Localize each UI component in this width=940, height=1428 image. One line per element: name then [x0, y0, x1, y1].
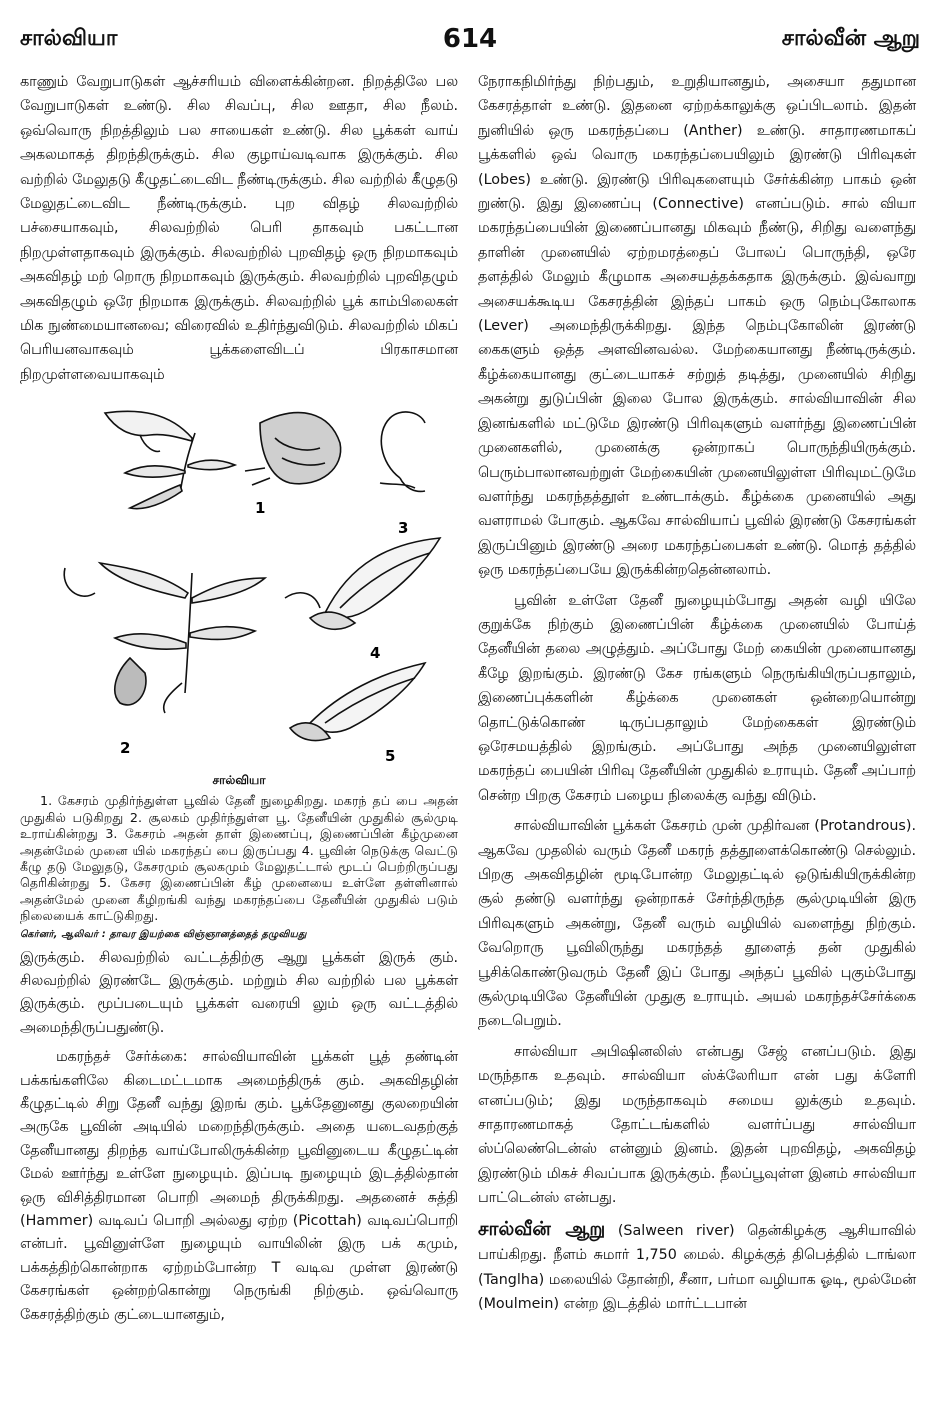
figure-credit: கெர்னர், ஆலிவர் : தாவர இயற்கை விஞ்ஞானத்தைத் தழுவியது	[20, 928, 307, 940]
panel-3-stamen-drawing	[380, 412, 425, 491]
entry-text: (Salween river) தென்கிழக்கு ஆசியாவில் பாய்கிறது. நீளம் சுமார் 1,750 மைல். கிழக்குத் திபெத்தில் டாங்லா (Tanglha) மலையில் தோன்றி, சீனா, பர்மா வழியாக ஓடி, மூல்மேன் (Moulmein) என்ற இடத்தில் மார்ட்டபான்	[478, 1222, 917, 1312]
page-header	[20, 26, 920, 66]
figure-label-2: 2	[120, 739, 131, 758]
stamen-paragraph: நேராகநிமிர்ந்து நிற்பதும், உறுதியானதும், அசையா ததுமான கேசரத்தாள் உண்டு. இதனை ஏற்றக்காலுக்கு ஒப்பிடலாம். இதன் நுனியில் ஒரு மகரந்தப்பை (Anther) உண்டு. சாதாரணமாகப் பூக்களில் ஒவ் வொரு மகரந்தப்பையிலும் இரண்டு பிரிவுகள் (Lobes) உண்டு. இரண்டு பிரிவுகளையும் சேர்க்கின்ற பாகம் ஒன் றுண்டு. இது இணைப்பு (Connective) எனப்படும். சால் வியா மகரந்தப்பையின் இணைப்பானது மிகவும் நீண்டு, சிறிது வளைந்து தாளின் முனையில் ஏற்றமரத்தைப் போலப் பொருந்தி, ஒரே தளத்தில் மேலும் கீழுமாக அசையத்தக்கதாக இருக்கும். இவ்வாறு அசையக்கூடிய கேசரத்தின் இந்தப் பாகம் ஒரு நெம்புகோலாக (Lever) அமைந்திருக்கிறது. இந்த நெம்புகோலின் இரண்டு கைகளும் ஒத்த அளவினவல்ல. மேற்கையானது நீண்டிருக்கும். கீழ்க்கையானது குட்டையாகச் சற்றுத் தடித்து, முனையில் சிறிது அகன்று துடுப்பின் இலை போல இருக்கும். சால்வியாவின் சில இனங்களில் மட்டுமே இரண்டு பிரிவுகளும் வளர்ந்து இணைப்பின் முனைகளில், முனைக்கு ஒன்றாகப் பொருந்தியிருக்கும். பெரும்பாலானவற்றுள் மேற்கையின் முனையிலுள்ள பிரிவுமட்டுமே வளர்ந்து மகரந்தத்தூள் உண்டாக்கும். கீழ்க்கை முனையில் அது வளராமல் போகும். ஆகவே சால்வியாப் பூவில் இரண்டு கேசரங்கள் இருப்பினும் இரண்டு அரை மகரந்தப்பைகள் உண்டு. மொத் தத்தில் ஒரு மகரந்தப்பையே இருக்கின்றதென்னலாம்.	[478, 74, 916, 579]
left-column	[20, 70, 458, 1333]
panel-5-lever-drawing	[290, 663, 425, 741]
species-paragraph: சால்வியா அபிஷினலிஸ் என்பது சேஜ் எனப்படும். இது மருந்தாக உதவும். சால்வியா ஸ்க்லேரியா என் பது க்ளேரி எனப்படும்; இது மருந்தாகவும் சமைய லுக்கும் உதவும். சாதாரணமாகத் தோட்டங்களில் வளர்ப்பது சால்வியா ஸ்ப்லெண்டென்ஸ் என்னும் இனம். இதன் புறவிதழ், அகவிதழ் இரண்டும் மிகச் சிவப்பாக இருக்கும். நீலப்பூவுள்ள இனம் சால்வியா பாட்டென்ஸ் என்பது.	[478, 1043, 916, 1207]
figure-label-5: 5	[385, 747, 396, 766]
figure-caption: 1. கேசரம் முதிர்ந்துள்ள பூவில் தேனீ நுழைகிறது. மகரந் தப் பை அதன் முதுகில் படுகிறது 2. சூலகம் முதிர்ந்துள்ள பூ. தேனீயின் முதுகில் சூல்முடி உராய்கின்றது 3. கேசரம் அதன் தாள் இணைப்பு, இணைப்பின் கீழ்முனை அதன்மேல் முனை யில் மகரந்தப் பை இருப்பது 4. பூவின் நெடுக்கு வெட்டு கீழு தடு மேலுதடு, கேசரமும் சூலகமும் மேலுதட்டால் மூடப் பெற்றிருப்பது தெரிகின்றது 5. கேசர இணைப்பின் கீழ் முனையை உள்ளே தள்ளினால் அதன்மேல் முனை கீழிறங்கி வந்து மகரந்தப்பை தேனீயின் முதுகில் படும் நிலையைக் காட்டுகிறது.	[20, 793, 458, 924]
right-column	[478, 70, 916, 1322]
figure-title: சால்வியா	[212, 773, 266, 788]
panel-2-branch-drawing	[64, 563, 320, 713]
after-figure-paragraph: இருக்கும். சிலவற்றில் வட்டத்திற்கு ஆறு பூக்கள் இருக் கும். சிலவற்றில் இரண்டே இருக்கும். மற்றும் சில வற்றில் பல பூக்கள் இருக்கும். மூப்படையும் பூக்கள் வரையி லும் ஒரு வட்டத்தில் அமைந்திருப்பதுண்டு.	[20, 949, 458, 1036]
salvia-figure	[20, 393, 458, 773]
panel-1-branch-drawing	[105, 412, 341, 509]
figure-label-1: 1	[255, 499, 266, 518]
pollination-paragraph: மகரந்தச் சேர்க்கை: சால்வியாவின் பூக்கள் பூத் தண்டின் பக்கங்களிலே கிடைமட்டமாக அமைந்திருக் கும். அகவிதழின் கீழுதட்டில் சிறு தேனீ வந்து இறங் கும். பூக்தேனுனது குலறையின் அருகே பூவின் அடியில் மறைந்திருக்கும். அதை யடைவதற்குத் தேனீயானது திறந்த வாய்போலிருக்கின்ற பூவினுடைய கீழுதட்டின் மேல் ஊர்ந்து உள்ளே நுழையும். இப்படி நுழையும் இடத்தில்தான் ஒரு விசித்திரமான பொறி அமைந் திருக்கிறது. அதனைச் சுத்தி (Hammer) வடிவப் பொறி அல்லது ஏற்ற (Picottah) வடிவப்பொறி என்பர். பூவினுள்ளே நுழையும் வாயிலின் இரு பக் கமும், பக்கத்திற்கொன்றாக ஏற்றம்போன்ற T வடிவ முள்ள இரண்டு கேசரங்கள் ஒன்றற்கொன்று நெருங்கி நிற்கும். ஒவ்வொரு கேசரத்திற்கும் குட்டையானதும்,	[20, 1049, 458, 1323]
salvia-illustration	[20, 393, 458, 773]
protandrous-paragraph: சால்வியாவின் பூக்கள் கேசரம் முன் முதிர்வன (Protandrous). ஆகவே முதலில் வரும் தேனீ மகரந் தத்தூளைக்கொண்டு செல்லும். பிறகு அகவிதழின் மூடிபோன்ற மேலுதட்டில் ஒடுங்கியிருக்கின்ற சூல் தண்டு வளர்ந்து ஒன்றாகச் சேர்ந்திருந்த சூல்முடியின் இரு பிரிவுகளும் அகன்று, தேனீ வரும் வழியில் வளைந்து நிற்கும். வேறொரு பூவிலிருந்து மகரந்தத் தூளைத் தன் முதுகில் பூசிக்கொண்டுவரும் தேனீ இப் போது அந்தப் பூவில் புகும்போது சூல்முடியிலே தேனீயின் முதுகு உராயும். அயல் மகரந்தச்சேர்க்கை நடைபெறும்.	[478, 818, 916, 1030]
intro-paragraph: காணும் வேறுபாடுகள் ஆச்சரியம் விளைக்கின்றன. நிறத்திலே பல வேறுபாடுகள் உண்டு. சில சிவப்பு, சில ஊதா, சில நீலம். ஒவ்வொரு நிறத்திலும் பல சாயைகள் உண்டு. சில பூக்கள் வாய் அகலமாகத் திறந்திருக்கும். சில குழாய்வடிவாக இருக்கும். சில வற்றில் மேலுதடு கீழுதட்டைவிட நீண்டிருக்கும். சில வற்றில் கீழுதடு மேலுதட்டைவிட நீண்டிருக்கும். புற விதழ் சிலவற்றில் பச்சையாகவும், சிலவற்றில் பெரி தாகவும் பகட்டான நிறமுள்ளதாகவும் இருக்கும். சிலவற்றில் புறவிதழ் ஒரு நிறமாகவும் அகவிதழ் மற் றொரு நிறமாகவும் இருக்கும். சிலவற்றில் புறவிதழும் அகவிதழும் ஒரே நிறமாக இருக்கும். சிலவற்றில் பூக் காம்பிலைகள் மிக நுண்மையானவை; விரைவில் உதிர்ந்துவிடும். சிலவற்றில் மிகப் பெரியனவாகவும் பூக்களைவிடப் பிரகாசமான நிறமுள்ளவையாகவும்	[20, 74, 458, 383]
entry-title: சால்வீன் ஆறு	[478, 1217, 606, 1240]
figure-label-3: 3	[398, 519, 409, 538]
panel-4-section-drawing	[310, 538, 440, 629]
salween-entry	[478, 1217, 916, 1317]
running-head-left: சால்வியா	[20, 26, 118, 51]
bee-mechanism-paragraph: பூவின் உள்ளே தேனீ நுழையும்போது அதன் வழி யிலே குறுக்கே நிற்கும் இணைப்பின் கீழ்க்கை முனையில் போய்த் தேனீயின் தலை அழுத்தும். அப்போது மேற் கையின் முனையானது கீழே இறங்கும். இரண்டு கேச ரங்களும் நெருங்கியிருப்பதாலும், இணைப்புக்களின் கீழ்க்கை முனைகள் ஒன்றையொன்று தொட்டுக்கொண் டிருப்பதாலும் மேற்கைகள் இரண்டும் ஒரேசமயத்தில் இறங்கும். அப்போது அந்த முனையிலுள்ள மகரந்தப் பையின் பிரிவு தேனீயின் முதுகில் உராயும். தேனீ அப்பாற் சென்ற பிறகு கேசரம் பழைய நிலைக்கு வந்து விடும்.	[478, 592, 916, 804]
running-head-right: சால்வீன் ஆறு	[781, 26, 920, 51]
figure-label-4: 4	[370, 644, 381, 663]
page-number: 614	[442, 24, 498, 54]
